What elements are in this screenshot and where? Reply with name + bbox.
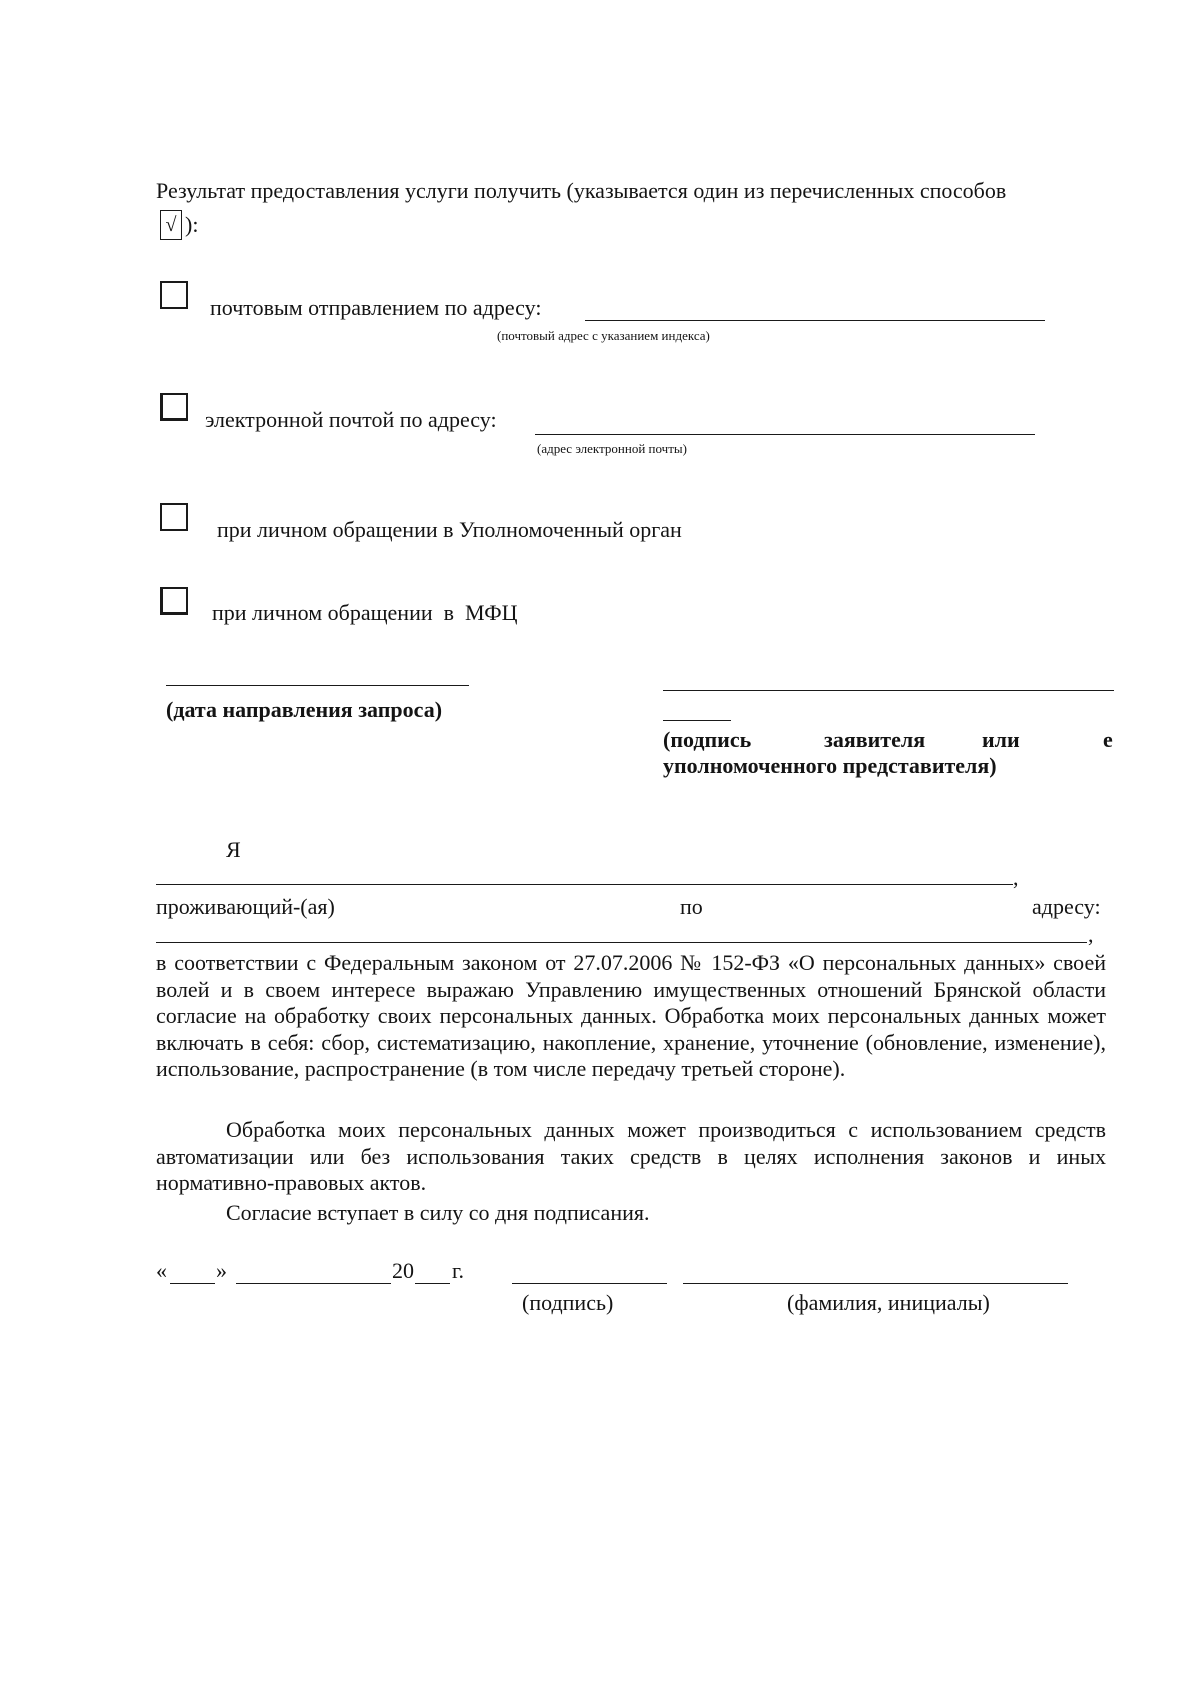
applicant-signature-label-line1-w4: е	[1103, 727, 1113, 752]
day-field[interactable]	[170, 1283, 215, 1284]
consent-paragraph-3	[156, 1200, 1106, 1227]
year-suffix: г.	[452, 1258, 465, 1283]
residing-label: проживающий-(ая)	[156, 894, 335, 919]
in-person-mfc-label: при личном обращении в МФЦ	[212, 600, 518, 625]
month-field[interactable]	[236, 1283, 391, 1284]
in-person-authority-checkbox[interactable]	[160, 503, 188, 531]
applicant-signature-label-line2: уполномоченного представителя)	[663, 753, 997, 778]
in-person-authority-label: при личном обращении в Уполномоченный орган	[217, 517, 682, 542]
address-line-comma: ,	[1088, 922, 1094, 947]
consent-address-field[interactable]	[156, 942, 1087, 943]
residing-address-label: адресу:	[1032, 894, 1101, 919]
applicant-signature-label-line1-w2: заявителя	[824, 727, 926, 752]
email-option-checkbox[interactable]	[160, 393, 188, 421]
consent-paragraph-1: в соответствии с Федеральным законом от 27.07.2006 № 152-ФЗ «О персональных данных» своей волей и в своем интересе выражаю Управлению имущественных отношений Брянской области согласие на обработку своих персональных данных. Обработка моих персональных данных может включать в себя: сбор, систематизацию, накопление, хранение, уточнение (обновление, изменение), использование, распространение (в том числе передачу третьей стороне).	[156, 950, 1106, 1082]
bottom-name-label: (фамилия, инициалы)	[787, 1290, 990, 1315]
applicant-signature-field[interactable]	[663, 690, 1114, 691]
postal-address-field[interactable]	[585, 320, 1045, 321]
consent-paragraph-3-text: Согласие вступает в силу со дня подписания.	[226, 1200, 650, 1225]
postal-option-checkbox[interactable]	[160, 281, 188, 309]
email-address-hint: (адрес электронной почты)	[537, 441, 687, 456]
day-open-quote: «	[156, 1258, 167, 1283]
bottom-signature-label: (подпись)	[522, 1290, 614, 1315]
applicant-signature-label-line1-w1: (подпись	[663, 727, 752, 752]
result-intro-line1: Результат предоставления услуги получить (указывается один из перечисленных способов	[156, 178, 1007, 203]
bottom-signature-field[interactable]	[512, 1283, 667, 1284]
consent-paragraph-2	[156, 1117, 1106, 1197]
year-field[interactable]	[415, 1283, 450, 1284]
day-close-quote: »	[216, 1258, 227, 1283]
check-mark-example-box	[160, 210, 182, 240]
postal-option-label: почтовым отправлением по адресу:	[210, 295, 542, 320]
applicant-signature-label-line1-w3: или	[982, 727, 1020, 752]
consent-paragraph-2-text: Обработка моих персональных данных может производиться с использованием средств автоматизации или без использования таких средств в целях исполнения законов и иных нормативно-правовых актов.	[156, 1117, 1106, 1196]
bottom-name-field[interactable]	[683, 1283, 1068, 1284]
request-date-label: (дата направления запроса)	[166, 697, 443, 722]
consent-fullname-field[interactable]	[156, 884, 1013, 885]
fullname-line-comma: ,	[1013, 865, 1019, 890]
residing-po-label: по	[680, 894, 703, 919]
check-mark-symbol: √	[165, 214, 177, 236]
email-address-field[interactable]	[535, 434, 1035, 435]
applicant-signature-field-continuation[interactable]	[663, 720, 731, 721]
in-person-mfc-checkbox[interactable]	[160, 587, 188, 615]
year-prefix: 20	[392, 1258, 414, 1283]
consent-i-label: Я	[226, 837, 241, 862]
result-intro-suffix: ):	[185, 212, 199, 237]
postal-address-hint: (почтовый адрес с указанием индекса)	[497, 328, 710, 343]
email-option-label: электронной почтой по адресу:	[205, 407, 497, 432]
request-date-field[interactable]	[166, 685, 469, 686]
